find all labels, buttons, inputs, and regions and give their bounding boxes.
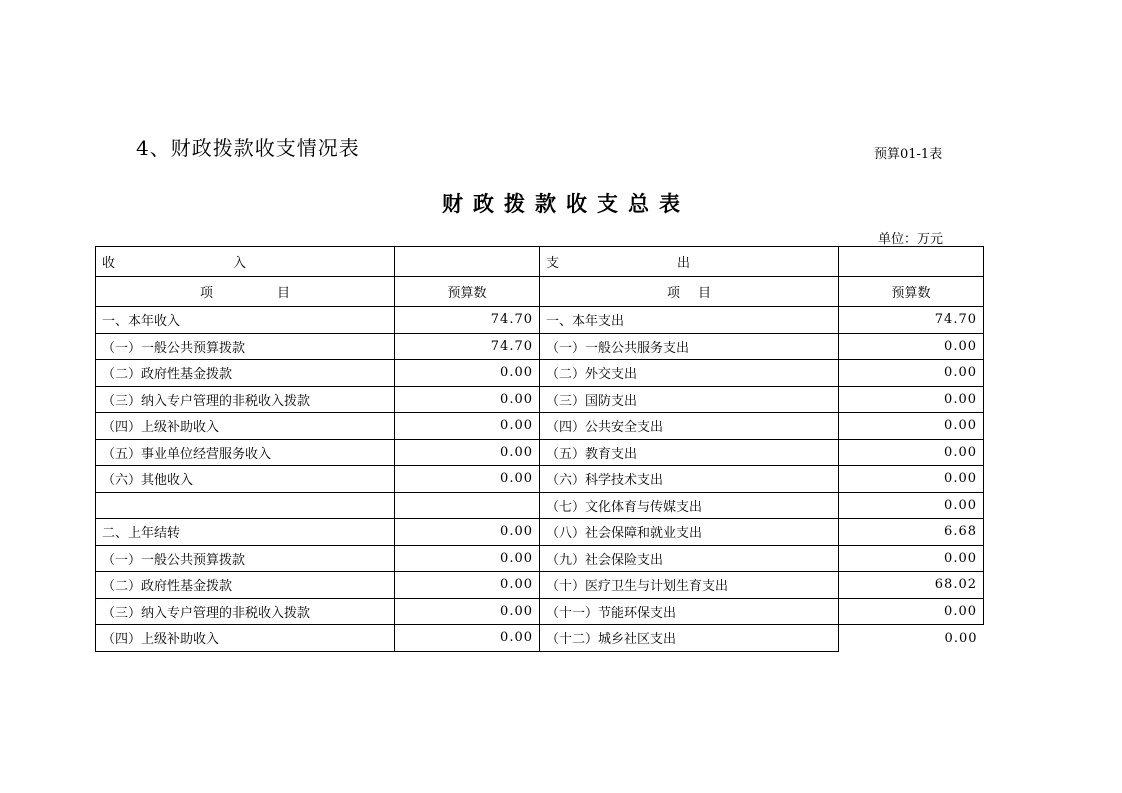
income-item-cell: 一、本年收入 — [96, 307, 395, 334]
page-title-char: 财 — [442, 191, 463, 216]
expense-value-cell: 0.00 — [839, 625, 984, 652]
page-title — [0, 188, 1122, 218]
table-row — [96, 333, 984, 360]
income-item-cell: （五）事业单位经营服务收入 — [96, 439, 395, 466]
income-value-cell: 74.70 — [395, 333, 540, 360]
expense-value-cell: 0.00 — [839, 492, 984, 519]
income-item-cell: 二、上年结转 — [96, 519, 395, 546]
income-value-cell: 0.00 — [395, 545, 540, 572]
income-value-cell: 0.00 — [395, 386, 540, 413]
expense-item-cell: （四）公共安全支出 — [540, 413, 839, 440]
expense-value-cell: 0.00 — [839, 439, 984, 466]
income-value-cell: 0.00 — [395, 360, 540, 387]
expense-value-cell: 74.70 — [839, 307, 984, 334]
table-row — [96, 519, 984, 546]
table-group-header-row — [96, 247, 984, 277]
income-item-cell: （三）纳入专户管理的非税收入拨款 — [96, 386, 395, 413]
income-budget-column-header: 预算数 — [395, 277, 540, 307]
expense-value-cell: 0.00 — [839, 466, 984, 493]
expense-value-cell: 6.68 — [839, 519, 984, 546]
income-value-cell: 0.00 — [395, 413, 540, 440]
expense-value-cell: 0.00 — [839, 545, 984, 572]
table-row — [96, 492, 984, 519]
expense-value-cell: 0.00 — [839, 413, 984, 440]
expense-item-cell: （五）教育支出 — [540, 439, 839, 466]
table-row — [96, 466, 984, 493]
expense-item-cell: （三）国防支出 — [540, 386, 839, 413]
income-item-column-header: 项 目 — [96, 277, 395, 307]
income-value-cell: 74.70 — [395, 307, 540, 334]
expense-budget-column-header: 预算数 — [839, 277, 984, 307]
table-row — [96, 413, 984, 440]
page-title-char: 总 — [628, 191, 649, 216]
income-item-cell: （二）政府性基金拨款 — [96, 572, 395, 599]
expense-item-cell: （七）文化体育与传媒支出 — [540, 492, 839, 519]
expense-item-cell: （十）医疗卫生与计划生育支出 — [540, 572, 839, 599]
income-value-cell: 0.00 — [395, 572, 540, 599]
income-item-cell: （四）上级补助收入 — [96, 413, 395, 440]
page-title-char: 款 — [535, 191, 556, 216]
expense-item-cell: （九）社会保险支出 — [540, 545, 839, 572]
expense-item-cell: （六）科学技术支出 — [540, 466, 839, 493]
expense-group-header-blank — [839, 247, 984, 277]
table-row — [96, 598, 984, 625]
expense-item-cell: （一）一般公共服务支出 — [540, 333, 839, 360]
income-value-cell: 0.00 — [395, 439, 540, 466]
table-column-header-row — [96, 277, 984, 307]
budget-table — [95, 246, 984, 652]
unit-label: 单位：万元 — [878, 232, 944, 247]
expense-value-cell: 0.00 — [839, 386, 984, 413]
expense-value-cell: 68.02 — [839, 572, 984, 599]
page-title-char: 政 — [473, 191, 494, 216]
table-row — [96, 386, 984, 413]
income-value-cell: 0.00 — [395, 466, 540, 493]
expense-item-column-header: 项 目 — [540, 277, 839, 307]
income-value-cell: 0.00 — [395, 625, 540, 652]
expense-item-cell: （二）外交支出 — [540, 360, 839, 387]
table-row — [96, 625, 984, 652]
table-row — [96, 307, 984, 334]
income-value-cell: 0.00 — [395, 598, 540, 625]
income-item-cell: （四）上级补助收入 — [96, 625, 395, 652]
page-title-char: 拨 — [504, 191, 525, 216]
expense-value-cell: 0.00 — [839, 360, 984, 387]
income-value-cell: 0.00 — [395, 519, 540, 546]
page-title-char: 收 — [566, 191, 587, 216]
table-row — [96, 545, 984, 572]
income-item-cell — [96, 492, 395, 519]
expense-item-cell: 一、本年支出 — [540, 307, 839, 334]
table-row — [96, 572, 984, 599]
income-item-cell: （三）纳入专户管理的非税收入拨款 — [96, 598, 395, 625]
form-code: 预算01-1表 — [874, 147, 943, 162]
section-title: 4、财政拨款收支情况表 — [136, 136, 360, 160]
income-item-cell: （一）一般公共预算拨款 — [96, 545, 395, 572]
page-title-char: 支 — [597, 191, 618, 216]
income-item-cell: （六）其他收入 — [96, 466, 395, 493]
income-item-cell: （一）一般公共预算拨款 — [96, 333, 395, 360]
expense-value-cell: 0.00 — [839, 333, 984, 360]
table-row — [96, 360, 984, 387]
page-title-char: 表 — [659, 191, 680, 216]
income-item-cell: （二）政府性基金拨款 — [96, 360, 395, 387]
income-value-cell — [395, 492, 540, 519]
expense-value-cell: 0.00 — [839, 598, 984, 625]
expense-item-cell: （八）社会保障和就业支出 — [540, 519, 839, 546]
expense-item-cell: （十一）节能环保支出 — [540, 598, 839, 625]
income-group-header-blank — [395, 247, 540, 277]
expense-group-header: 支 出 — [540, 247, 839, 277]
income-group-header: 收 入 — [96, 247, 395, 277]
table-row — [96, 439, 984, 466]
expense-item-cell: （十二）城乡社区支出 — [540, 625, 839, 652]
